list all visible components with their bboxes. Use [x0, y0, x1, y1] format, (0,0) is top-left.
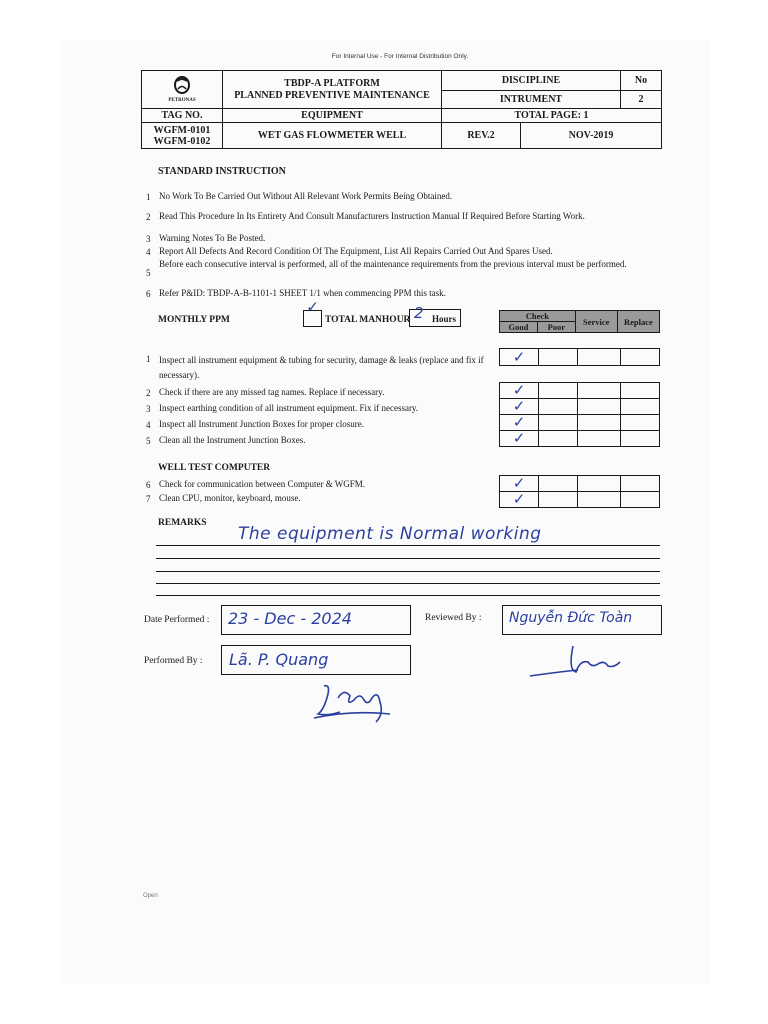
distribution-note: For Internal Use - For Internal Distribution Only.: [331, 53, 469, 60]
service-check-cell[interactable]: [578, 476, 621, 492]
service-check-cell[interactable]: [578, 349, 621, 366]
std-item: No Work To Be Carried Out Without All Relevant Work Permits Being Obtained.: [159, 191, 453, 201]
revision-date: NOV-2019: [521, 123, 662, 149]
tag-value-1: WGFM-0101: [153, 124, 211, 136]
reviewed-by-label: Reviewed By :: [425, 613, 482, 623]
remarks-line: [156, 558, 660, 559]
ppm-item: Inspect all Instrument Junction Boxes for proper closure.: [159, 419, 364, 429]
well-item: Clean CPU, monitor, keyboard, mouse.: [159, 493, 301, 503]
good-check-cell[interactable]: ✓: [500, 399, 539, 415]
replace-check-cell[interactable]: [621, 415, 660, 431]
discipline-value: INTRUMENT: [442, 91, 621, 109]
std-num: 2: [146, 212, 151, 222]
poor-check-cell[interactable]: [539, 431, 578, 447]
tag-label: TAG NO.: [142, 109, 223, 123]
remarks-line: [156, 583, 660, 584]
header-table: [141, 70, 662, 149]
monthly-ppm-heading: MONTHLY PPM: [158, 315, 230, 325]
std-num: 5: [146, 268, 151, 278]
std-item: Report All Defects And Record Condition Of The Equipment, List All Repairs Carried Out And Spares Used.: [159, 246, 553, 256]
std-num: 1: [146, 192, 151, 202]
replace-check-cell[interactable]: [621, 349, 660, 366]
replace-check-cell[interactable]: [621, 399, 660, 415]
remarks-line: [156, 571, 660, 572]
check-header-table: [499, 310, 660, 333]
platform-title: TBDP-A PLATFORM: [284, 77, 380, 89]
replace-check-cell[interactable]: [621, 383, 660, 399]
logo-text: PETRONAS: [168, 98, 196, 103]
std-num: 6: [146, 289, 151, 299]
ppm-num: 5: [146, 436, 151, 446]
ppm-item: Inspect earthing condition of all instrument equipment. Fix if necessary.: [159, 403, 419, 413]
poor-check-cell[interactable]: [539, 383, 578, 399]
good-check-cell[interactable]: ✓: [500, 476, 539, 492]
ppm-title: PLANNED PREVENTIVE MAINTENANCE: [234, 89, 430, 101]
replace-check-cell[interactable]: [621, 492, 660, 508]
replace-check-cell[interactable]: [621, 476, 660, 492]
reviewed-by-value: Nguyễn Đức Toàn: [509, 610, 633, 626]
good-check-cell[interactable]: ✓: [500, 349, 539, 366]
good-check-cell[interactable]: ✓: [500, 383, 539, 399]
ppm-num: 3: [146, 404, 151, 414]
petronas-logo-icon: [167, 75, 197, 95]
service-check-cell[interactable]: [578, 492, 621, 508]
service-check-cell[interactable]: [578, 415, 621, 431]
well-num: 7: [146, 494, 151, 504]
footer-note: Open: [143, 893, 158, 899]
performed-by-label: Performed By :: [144, 656, 203, 666]
equipment-value: WET GAS FLOWMETER WELL: [223, 123, 442, 149]
std-item: Refer P&ID: TBDP-A-B-1101-1 SHEET 1/1 when commencing PPM this task.: [159, 288, 446, 298]
date-performed-label: Date Performed :: [144, 615, 210, 625]
remarks-line: [156, 545, 660, 546]
ppm-num: 2: [146, 388, 151, 398]
service-header: Service: [575, 311, 617, 333]
good-check-cell[interactable]: ✓: [500, 415, 539, 431]
std-num: 4: [146, 247, 151, 257]
manhour-label: TOTAL MANHOUR: [325, 315, 411, 325]
remarks-line: [156, 595, 660, 596]
check-header: Check: [500, 311, 576, 322]
ppm-item: Check if there are any missed tag names. Replace if necessary.: [159, 387, 385, 397]
good-check-cell[interactable]: ✓: [500, 492, 539, 508]
remarks-handwritten: The equipment is Normal working: [238, 524, 542, 544]
no-value: 2: [621, 91, 662, 109]
remarks-heading: REMARKS: [158, 518, 207, 528]
discipline-label: DISCIPLINE: [442, 71, 621, 91]
check-grid-rows-6-7: [499, 475, 660, 508]
ppm-num: 1: [146, 354, 151, 364]
standard-instruction-heading: STANDARD INSTRUCTION: [158, 166, 286, 177]
manhour-value: 2: [414, 304, 424, 322]
tag-values: [142, 123, 223, 149]
check-grid-row-1: [499, 348, 660, 366]
well-test-heading: WELL TEST COMPUTER: [158, 463, 271, 473]
manhour-tick: ✓: [306, 298, 319, 316]
replace-header: Replace: [617, 311, 659, 333]
good-check-cell[interactable]: ✓: [500, 431, 539, 447]
poor-header: Poor: [537, 322, 575, 333]
std-item: Before each consecutive interval is performed, all of the maintenance requirements from the previous interval must be performed.: [159, 259, 627, 269]
well-item: Check for communication between Computer & WGFM.: [159, 479, 366, 489]
performed-by-value: Lã. P. Quang: [229, 650, 329, 669]
poor-check-cell[interactable]: [539, 399, 578, 415]
service-check-cell[interactable]: [578, 431, 621, 447]
good-header: Good: [500, 322, 538, 333]
title-cell: [223, 71, 442, 109]
std-item: Warning Notes To Be Posted.: [159, 233, 266, 243]
replace-check-cell[interactable]: [621, 431, 660, 447]
poor-check-cell[interactable]: [539, 476, 578, 492]
total-page: TOTAL PAGE: 1: [442, 109, 662, 123]
no-label: No: [621, 71, 662, 91]
performer-signature-icon: [310, 680, 410, 725]
ppm-item: Clean all the Instrument Junction Boxes.: [159, 435, 306, 445]
ppm-item: Inspect all instrument equipment & tubing for security, damage & leaks (replace and fix if necessary).: [159, 355, 484, 380]
poor-check-cell[interactable]: [539, 492, 578, 508]
tag-value-2: WGFM-0102: [153, 135, 211, 147]
service-check-cell[interactable]: [578, 383, 621, 399]
reviewer-signature-icon: [528, 640, 638, 680]
date-performed-value: 23 - Dec - 2024: [228, 609, 352, 628]
revision: REV.2: [442, 123, 521, 149]
poor-check-cell[interactable]: [539, 349, 578, 366]
std-num: 3: [146, 234, 151, 244]
equipment-label: EQUIPMENT: [223, 109, 442, 123]
std-item: Read This Procedure In Its Entirety And Consult Manufacturers Instruction Manual If Required Before Starting Work.: [159, 211, 585, 221]
ppm-num: 4: [146, 420, 151, 430]
service-check-cell[interactable]: [578, 399, 621, 415]
logo-cell: [142, 71, 223, 109]
check-grid-rows-2-5: [499, 382, 660, 447]
hours-label: Hours: [432, 314, 457, 324]
well-num: 6: [146, 480, 151, 490]
poor-check-cell[interactable]: [539, 415, 578, 431]
document-page: [62, 42, 708, 982]
